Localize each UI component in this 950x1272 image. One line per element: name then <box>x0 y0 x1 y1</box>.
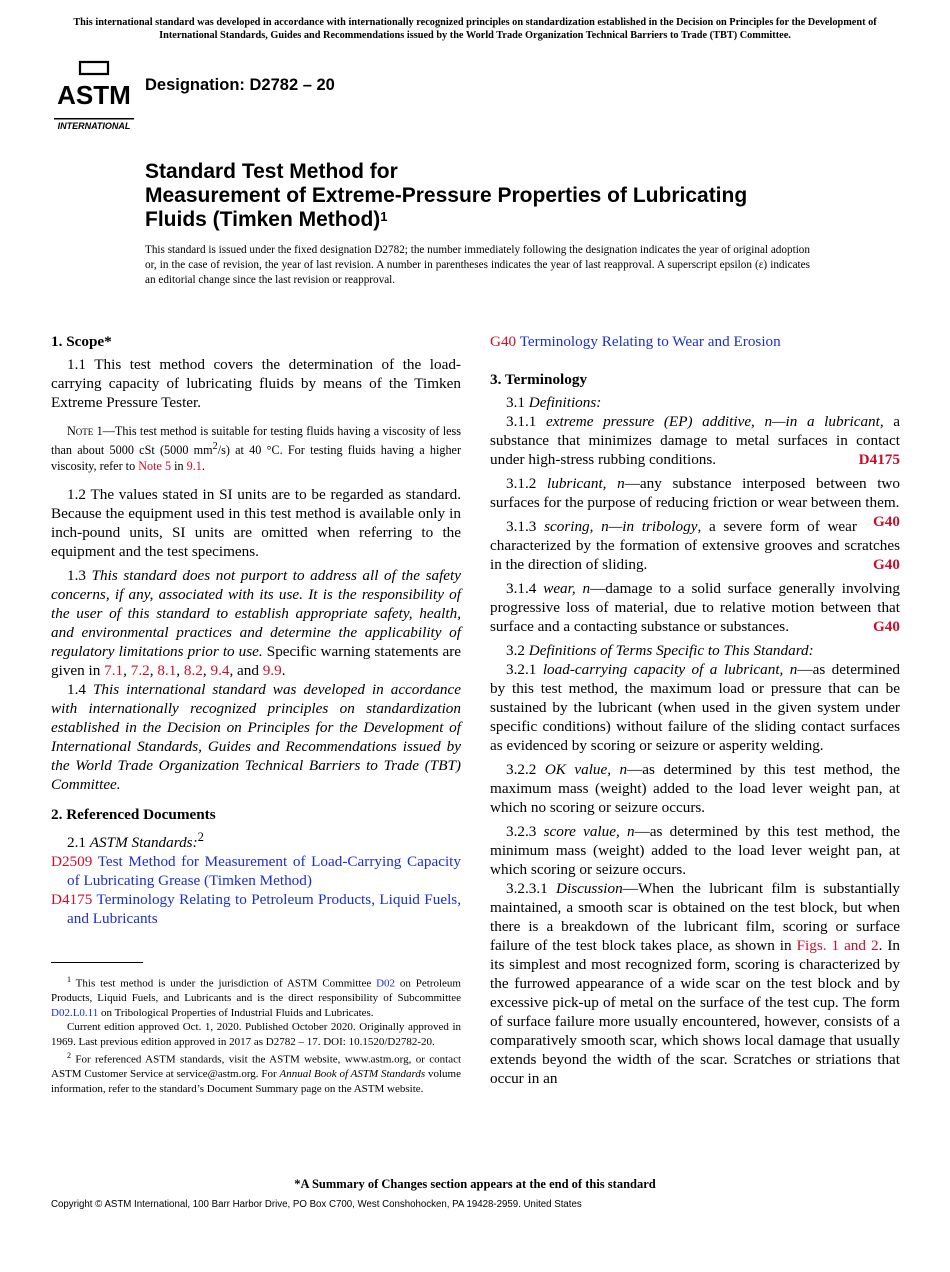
ref-d2509[interactable] <box>51 852 461 890</box>
copyright-line: Copyright © ASTM International, 100 Barr Harbor Drive, PO Box C700, West Conshohocken, PA 19428-2959. United States <box>51 1199 582 1210</box>
footnote-divider <box>51 962 143 963</box>
left-column <box>51 332 461 1096</box>
title-line-2: Measurement of Extreme-Pressure Properties of Lubricating <box>145 184 748 207</box>
title-line-1: Standard Test Method for <box>145 160 398 183</box>
ref-code: G40 <box>490 333 517 350</box>
title-line-3: Fluids (Timken Method)$^1$ <box>145 208 388 231</box>
committee-d02-link[interactable]: D02 <box>376 977 396 990</box>
def-3-2-3-1: 3.2.3.1 Discussion—When the lubricant film is substantially maintained, a smooth scar is obtained on the test block, but when there is a breakdown of the lubricant film, scoring or surface failure of the test block takes place, as shown in Figs. 1 and 2. In its simplest and most recognized form, scoring is characterized by the furrowed appearance of a wide scar on the test block and by excessive pick-up of metal on the surface of the test cup. The form of surface failure more usually encountered, however, consists of a comparatively smooth scar, which shows local damage that usually extends beyond the width of the scar. Scratches or striations that occur in an <box>490 880 901 1087</box>
def-3-1-1: 3.1.1 extreme pressure (EP) additive, n—in a lubricant, a substance that minimizes damage to metal surfaces in contact under high-stress rubbing conditions. D4175 <box>490 413 900 468</box>
source-tag: G40 <box>872 513 900 530</box>
section-heading-referenced-documents: 2. Referenced Documents <box>51 806 216 824</box>
note-1: Note 1—This test method is suitable for testing fluids having a viscosity of less than about 5000 cSt (5000 $mm^2/s$) at 40 °C. For testing fluids having a higher viscosity, refer to Note 5 in 9.1. <box>51 424 462 474</box>
section-9-1-link[interactable]: 9.1 <box>186 459 202 474</box>
ref-link-7-1[interactable]: 7.1 <box>104 662 124 680</box>
para-3-2: 3.2 Definitions of Terms Specific to This Standard: <box>506 642 814 659</box>
ref-g40[interactable] <box>490 332 900 351</box>
title-footnote-mark: 1 <box>380 209 388 224</box>
ref-link-7-2[interactable]: 7.2 <box>130 662 150 680</box>
source-tag: G40 <box>872 618 900 635</box>
section-heading-scope: 1. Scope* <box>51 333 112 350</box>
def-3-1-2: 3.1.2 lubricant, n—any substance interposed between two surfaces for the purpose of reducing friction or wear between them. G40 <box>490 475 900 530</box>
tbt-banner: This international standard was developed in accordance with internationally recognized principles on standardization established in the Decision on Principles for the Development of International Standards, Guides and Recommendations issued by the World Trade Organization Technical Barriers to Trade (TBT) Committee. <box>73 17 877 41</box>
def-3-2-2: 3.2.2 OK value, n—as determined by this test method, the maximum mass (weight) added to the load lever weight pan, at which no scoring or seizure occurs. <box>490 761 901 816</box>
para-1-2: 1.2 The values stated in SI units are to be regarded as standard. Because the equipment used in this test method is available only in inch-pound units, SI units are omitted when referring to the equipment and the test specimens. <box>51 486 461 561</box>
footnote-1-edition: Current edition approved Oct. 1, 2020. Published October 2020. Originally approved in 1969. Last previous edition approved in 2017 as D2782 – 17. DOI: 10.1520/D2782-20. <box>51 1021 461 1048</box>
source-tag: D4175 <box>858 451 900 468</box>
def-3-1-4: 3.1.4 wear, n—damage to a solid surface generally involving progressive loss of material, due to relative motion between that surface and a contacting substance or substances. G40 <box>490 580 900 635</box>
source-tag: G40 <box>872 556 900 573</box>
figs-1-2-link[interactable]: Figs. 1 and 2 <box>796 937 879 954</box>
subcommittee-link[interactable]: D02.L0.11 <box>51 1006 99 1019</box>
ref-link-8-1[interactable]: 8.1 <box>157 662 177 680</box>
ref-title: Terminology Relating to Petroleum Products, Liquid Fuels, and Lubricants <box>67 891 462 928</box>
def-3-2-1: 3.2.1 load-carrying capacity of a lubricant, n—as determined by this test method, the maximum load or pressure that can be sustained by the lubricant (when used in the given system under specific conditions) without failure of the sliding contact surfaces as evidenced by scoring or seizure or asperity welding. <box>490 661 900 754</box>
ref-title: Test Method for Measurement of Load-Carrying Capacity of Lubricating Grease (Timken Method) <box>67 853 461 890</box>
para-1-4: 1.4 This international standard was developed in accordance with internationally recognized principles on standardization established in the Decision on Principles for the Development of International Standards, Guides and Recommendations issued by the World Trade Organization Technical Barriers to Trade (TBT) Committee. <box>51 681 462 794</box>
footnote-2: $^2$ For referenced ASTM standards, visit the ASTM website, www.astm.org, or contact ASTM Customer Service at service@astm.org. For Annual Book of ASTM Standards volume information, refer to the standard’s Document Summary page on the ASTM website. <box>51 1051 462 1095</box>
def-3-1-3: 3.1.3 scoring, n—in tribology, a severe form of wear characterized by the formation of extensive grooves and scratches in the direction of sliding. G40 <box>490 518 900 573</box>
def-3-2-3: 3.2.3 score value, n—as determined by this test method, the minimum mass (weight) added to the load lever weight pan, at which scoring or seizure occurs. <box>490 823 901 878</box>
ref-code: D2509 <box>51 853 93 871</box>
document-title <box>145 160 845 232</box>
para-1-1: 1.1 This test method covers the determination of the load-carrying capacity of lubricating fluids by means of the Timken Extreme Pressure Tester. <box>51 356 461 411</box>
ref-d4175[interactable] <box>51 890 461 928</box>
para-1-3: 1.3 This standard does not purport to address all of the safety concerns, if any, associated with its use. It is the responsibility of the user of this standard to establish appropriate safety, health, and environmental practices and determine the applicability of regulatory limitations prior to use. Specific warning statements are given in 7.1, 7.2, 8.1, 8.2, 9.4, and 9.9. <box>51 567 462 680</box>
para-2-1: 2.1 ASTM Standards:$^2$ <box>67 830 204 852</box>
ref-link-9-9[interactable]: 9.9 <box>262 662 282 680</box>
right-column <box>490 332 900 1088</box>
ref-link-9-4[interactable]: 9.4 <box>210 662 230 680</box>
designation: Designation: D2782 – 20 <box>145 76 335 94</box>
ref-code: D4175 <box>51 891 93 909</box>
preamble: This standard is issued under the fixed designation D2782; the number immediately following the designation indicates the year of original adoption or, in the case of revision, the year of last revision. A number in parentheses indicates the year of last reapproval. A superscript epsilon (ε) indicates an editorial change since the last revision or reapproval. <box>145 244 810 286</box>
para-3-1: 3.1 Definitions: <box>506 394 602 411</box>
footnote-1: $^1$ This test method is under the jurisdiction of ASTM Committee D02 on Petroleum Products, Liquid Fuels, and Lubricants and is the direct responsibility of Subcommittee D02.L0.11 on Tribological Properties of Industrial Fluids and Lubricates. <box>51 975 461 1019</box>
ref-link-8-2[interactable]: 8.2 <box>183 662 203 680</box>
summary-of-changes-notice: *A Summary of Changes section appears at the end of this standard <box>294 1177 656 1191</box>
astm-logo <box>52 58 136 132</box>
logo-letters: ASTM <box>57 80 131 110</box>
ref-title: Terminology Relating to Wear and Erosion <box>519 333 781 350</box>
section-heading-terminology: 3. Terminology <box>490 371 588 388</box>
logo-subtext: INTERNATIONAL <box>57 121 131 131</box>
note-5-link[interactable]: Note 5 <box>138 459 172 474</box>
